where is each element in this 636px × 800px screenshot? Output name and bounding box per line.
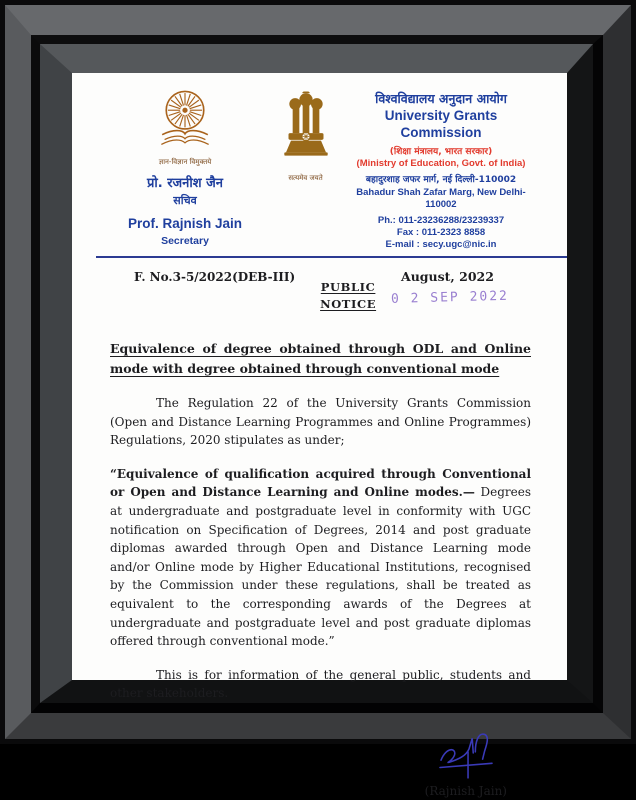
india-emblem-icon: [281, 91, 331, 167]
notice-subject: Equivalence of degree obtained through ODL and Online mode with degree obtained through conventional mode: [110, 341, 531, 376]
signature-block: [110, 729, 531, 800]
secretary-block: [110, 87, 260, 250]
ugc-logo-icon: [152, 89, 218, 151]
ministry-hindi: (शिक्षा मंत्रालय, भारत सरकार): [389, 146, 493, 157]
date-block: [390, 268, 531, 308]
received-date-stamp: 0 2 SEP 2022: [390, 288, 510, 308]
emblem-block: [260, 87, 351, 184]
letterhead-divider: [96, 256, 567, 258]
ugc-motto: ज्ञान-विज्ञान विमुक्तये: [158, 158, 212, 166]
file-number: F. No.3-5/2022(DEB-III): [134, 269, 296, 284]
ugc-contact-block: [351, 87, 531, 252]
paragraph-information: This is for information of the general public, students and other stakeholders.: [110, 667, 531, 701]
equivalence-clause-title: “Equivalence of qualification acquired through Conventional or Open and Distance Learning and Online modes.—: [110, 466, 531, 500]
secretary-title-hindi: सचिव: [173, 194, 197, 207]
address: Bahadur Shah Zafar Marg, New Delhi-110002: [356, 186, 526, 210]
address-hindi: बहादुरशाह जफर मार्ग, नई दिल्ली-110002: [365, 175, 517, 186]
letterhead: [110, 87, 531, 252]
ministry: (Ministry of Education, Govt. of India): [356, 158, 526, 170]
satyameva-jayate-motto: सत्यमेव जयते: [288, 174, 323, 182]
notice-document: [72, 73, 567, 798]
equivalence-clause-text: Degrees at undergraduate and postgraduate level in conformity with UGC notification on Specification of Degrees, 2014 and post graduate diplomas awarded through Open and Distance Learning mode and/or Online mode by Higher Educational Institutions, recognised by the Commission under these regulations, shall be treated as equivalent to the corresponding awards of the Degrees at undergraduate and postgraduate level and post graduate diplomas offered through conventional mode.”: [110, 485, 531, 649]
notice-meta: [110, 268, 531, 314]
secretary-title: Secretary: [161, 234, 209, 247]
email: E-mail : secy.ugc@nic.in: [385, 239, 497, 251]
paragraph-equivalence: [110, 465, 531, 651]
frame-groove: [31, 35, 603, 798]
notice-date: August, 2022: [401, 268, 494, 284]
secretary-name: Prof. Rajnish Jain: [127, 215, 243, 231]
notice-title: PUBLIC NOTICE: [320, 279, 377, 311]
org-name-hindi: विश्वविद्यालय अनुदान आयोग: [375, 91, 507, 106]
frame-molding: [5, 5, 631, 798]
paragraph-regulation: The Regulation 22 of the University Grants Commission (Open and Distance Learning Programmes and Online Programmes) Regulations, 2020 stipulates as under;: [110, 396, 531, 448]
signatory-name: (Rajnish Jain): [424, 783, 507, 798]
signature-icon: [425, 729, 509, 781]
secretary-name-hindi: प्रो. रजनीश जैन: [146, 175, 223, 191]
org-name: University Grants Commission: [384, 108, 498, 141]
frame-mat: [40, 44, 593, 798]
phone: Ph.: 011-23236288/23239337: [377, 215, 505, 227]
fax: Fax : 011-2323 8858: [396, 227, 486, 239]
